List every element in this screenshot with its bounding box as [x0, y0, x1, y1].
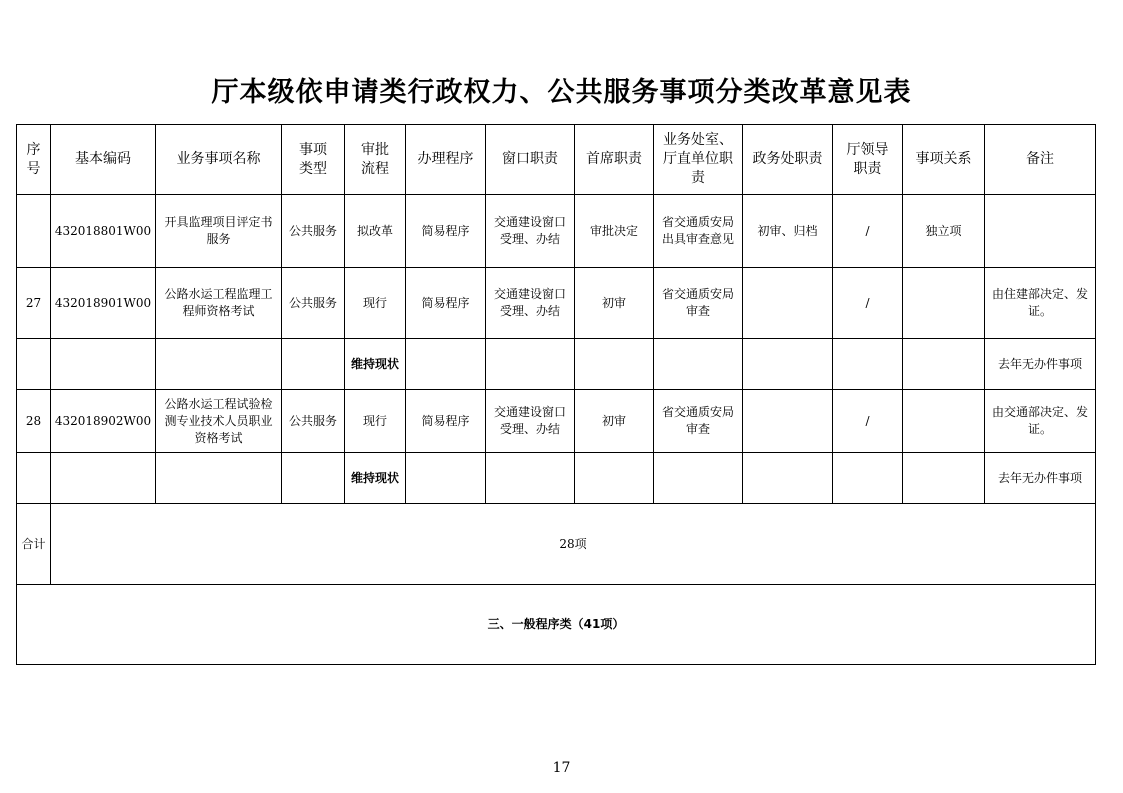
cell-code: 432018902W00	[51, 390, 156, 453]
cell-proc: 简易程序	[406, 195, 486, 268]
cell-proc: 简易程序	[406, 268, 486, 339]
cell-dept	[654, 453, 743, 504]
cell-note: 由交通部决定、发证。	[985, 390, 1096, 453]
cell-window	[486, 453, 575, 504]
header-gov: 政务处职责	[743, 125, 833, 195]
cell-type	[282, 339, 345, 390]
cell-type	[282, 453, 345, 504]
cell-leader: /	[833, 390, 903, 453]
section-row	[17, 585, 1096, 665]
cell-flow: 拟改革	[345, 195, 406, 268]
header-chief: 首席职责	[575, 125, 654, 195]
cell-type: 公共服务	[282, 390, 345, 453]
cell-rel	[903, 453, 985, 504]
cell-dept: 省交通质安局出具审查意见	[654, 195, 743, 268]
cell-window: 交通建设窗口受理、办结	[486, 390, 575, 453]
cell-proc	[406, 453, 486, 504]
cell-leader: /	[833, 268, 903, 339]
cell-rel	[903, 390, 985, 453]
cell-note: 去年无办件事项	[985, 453, 1096, 504]
cell-note	[985, 195, 1096, 268]
cell-seq	[17, 195, 51, 268]
cell-type: 公共服务	[282, 268, 345, 339]
header-note: 备注	[985, 125, 1096, 195]
total-label: 合计	[17, 504, 51, 585]
cell-type: 公共服务	[282, 195, 345, 268]
cell-chief	[575, 339, 654, 390]
cell-leader: /	[833, 195, 903, 268]
cell-code	[51, 339, 156, 390]
cell-rel	[903, 268, 985, 339]
cell-name: 公路水运工程监理工程师资格考试	[156, 268, 282, 339]
cell-window: 交通建设窗口受理、办结	[486, 268, 575, 339]
cell-chief	[575, 453, 654, 504]
cell-chief: 初审	[575, 268, 654, 339]
table-row	[17, 268, 1096, 339]
cell-gov	[743, 339, 833, 390]
header-flow: 审批 流程	[345, 125, 406, 195]
cell-code: 432018901W00	[51, 268, 156, 339]
cell-flow: 现行	[345, 268, 406, 339]
cell-proc	[406, 339, 486, 390]
cell-code	[51, 453, 156, 504]
cell-name: 公路水运工程试验检测专业技术人员职业资格考试	[156, 390, 282, 453]
cell-seq: 28	[17, 390, 51, 453]
cell-window	[486, 339, 575, 390]
cell-rel	[903, 339, 985, 390]
cell-leader	[833, 453, 903, 504]
cell-name	[156, 453, 282, 504]
cell-seq	[17, 453, 51, 504]
cell-leader	[833, 339, 903, 390]
table-row	[17, 453, 1096, 504]
cell-dept: 省交通质安局审查	[654, 268, 743, 339]
cell-name	[156, 339, 282, 390]
cell-gov	[743, 453, 833, 504]
cell-dept: 省交通质安局审查	[654, 390, 743, 453]
table-row	[17, 339, 1096, 390]
header-row	[17, 125, 1096, 195]
page-title: 厅本级依申请类行政权力、公共服务事项分类改革意见表	[211, 77, 912, 108]
header-leader: 厅领导 职责	[833, 125, 903, 195]
cell-note: 去年无办件事项	[985, 339, 1096, 390]
header-rel: 事项关系	[903, 125, 985, 195]
header-window: 窗口职责	[486, 125, 575, 195]
header-code: 基本编码	[51, 125, 156, 195]
cell-gov	[743, 390, 833, 453]
header-proc: 办理程序	[406, 125, 486, 195]
cell-seq	[17, 339, 51, 390]
cell-note: 由住建部决定、发证。	[985, 268, 1096, 339]
reform-table	[16, 124, 1096, 665]
cell-chief: 审批决定	[575, 195, 654, 268]
header-name: 业务事项名称	[156, 125, 282, 195]
table-row	[17, 390, 1096, 453]
cell-dept	[654, 339, 743, 390]
cell-window: 交通建设窗口受理、办结	[486, 195, 575, 268]
cell-gov	[743, 268, 833, 339]
total-value: 28项	[51, 504, 1096, 585]
cell-seq: 27	[17, 268, 51, 339]
cell-flow: 现行	[345, 390, 406, 453]
cell-rel: 独立项	[903, 195, 985, 268]
cell-chief: 初审	[575, 390, 654, 453]
header-seq: 序 号	[17, 125, 51, 195]
cell-code: 432018801W00	[51, 195, 156, 268]
cell-name: 开具监理项目评定书服务	[156, 195, 282, 268]
header-type: 事项 类型	[282, 125, 345, 195]
header-dept: 业务处室、 厅直单位职 责	[654, 125, 743, 195]
total-row	[17, 504, 1096, 585]
page-number: 17	[552, 760, 571, 776]
cell-flow: 维持现状	[345, 339, 406, 390]
cell-gov: 初审、归档	[743, 195, 833, 268]
cell-flow: 维持现状	[345, 453, 406, 504]
table-row	[17, 195, 1096, 268]
cell-proc: 简易程序	[406, 390, 486, 453]
section-heading: 三、一般程序类（41项）	[17, 585, 1096, 665]
